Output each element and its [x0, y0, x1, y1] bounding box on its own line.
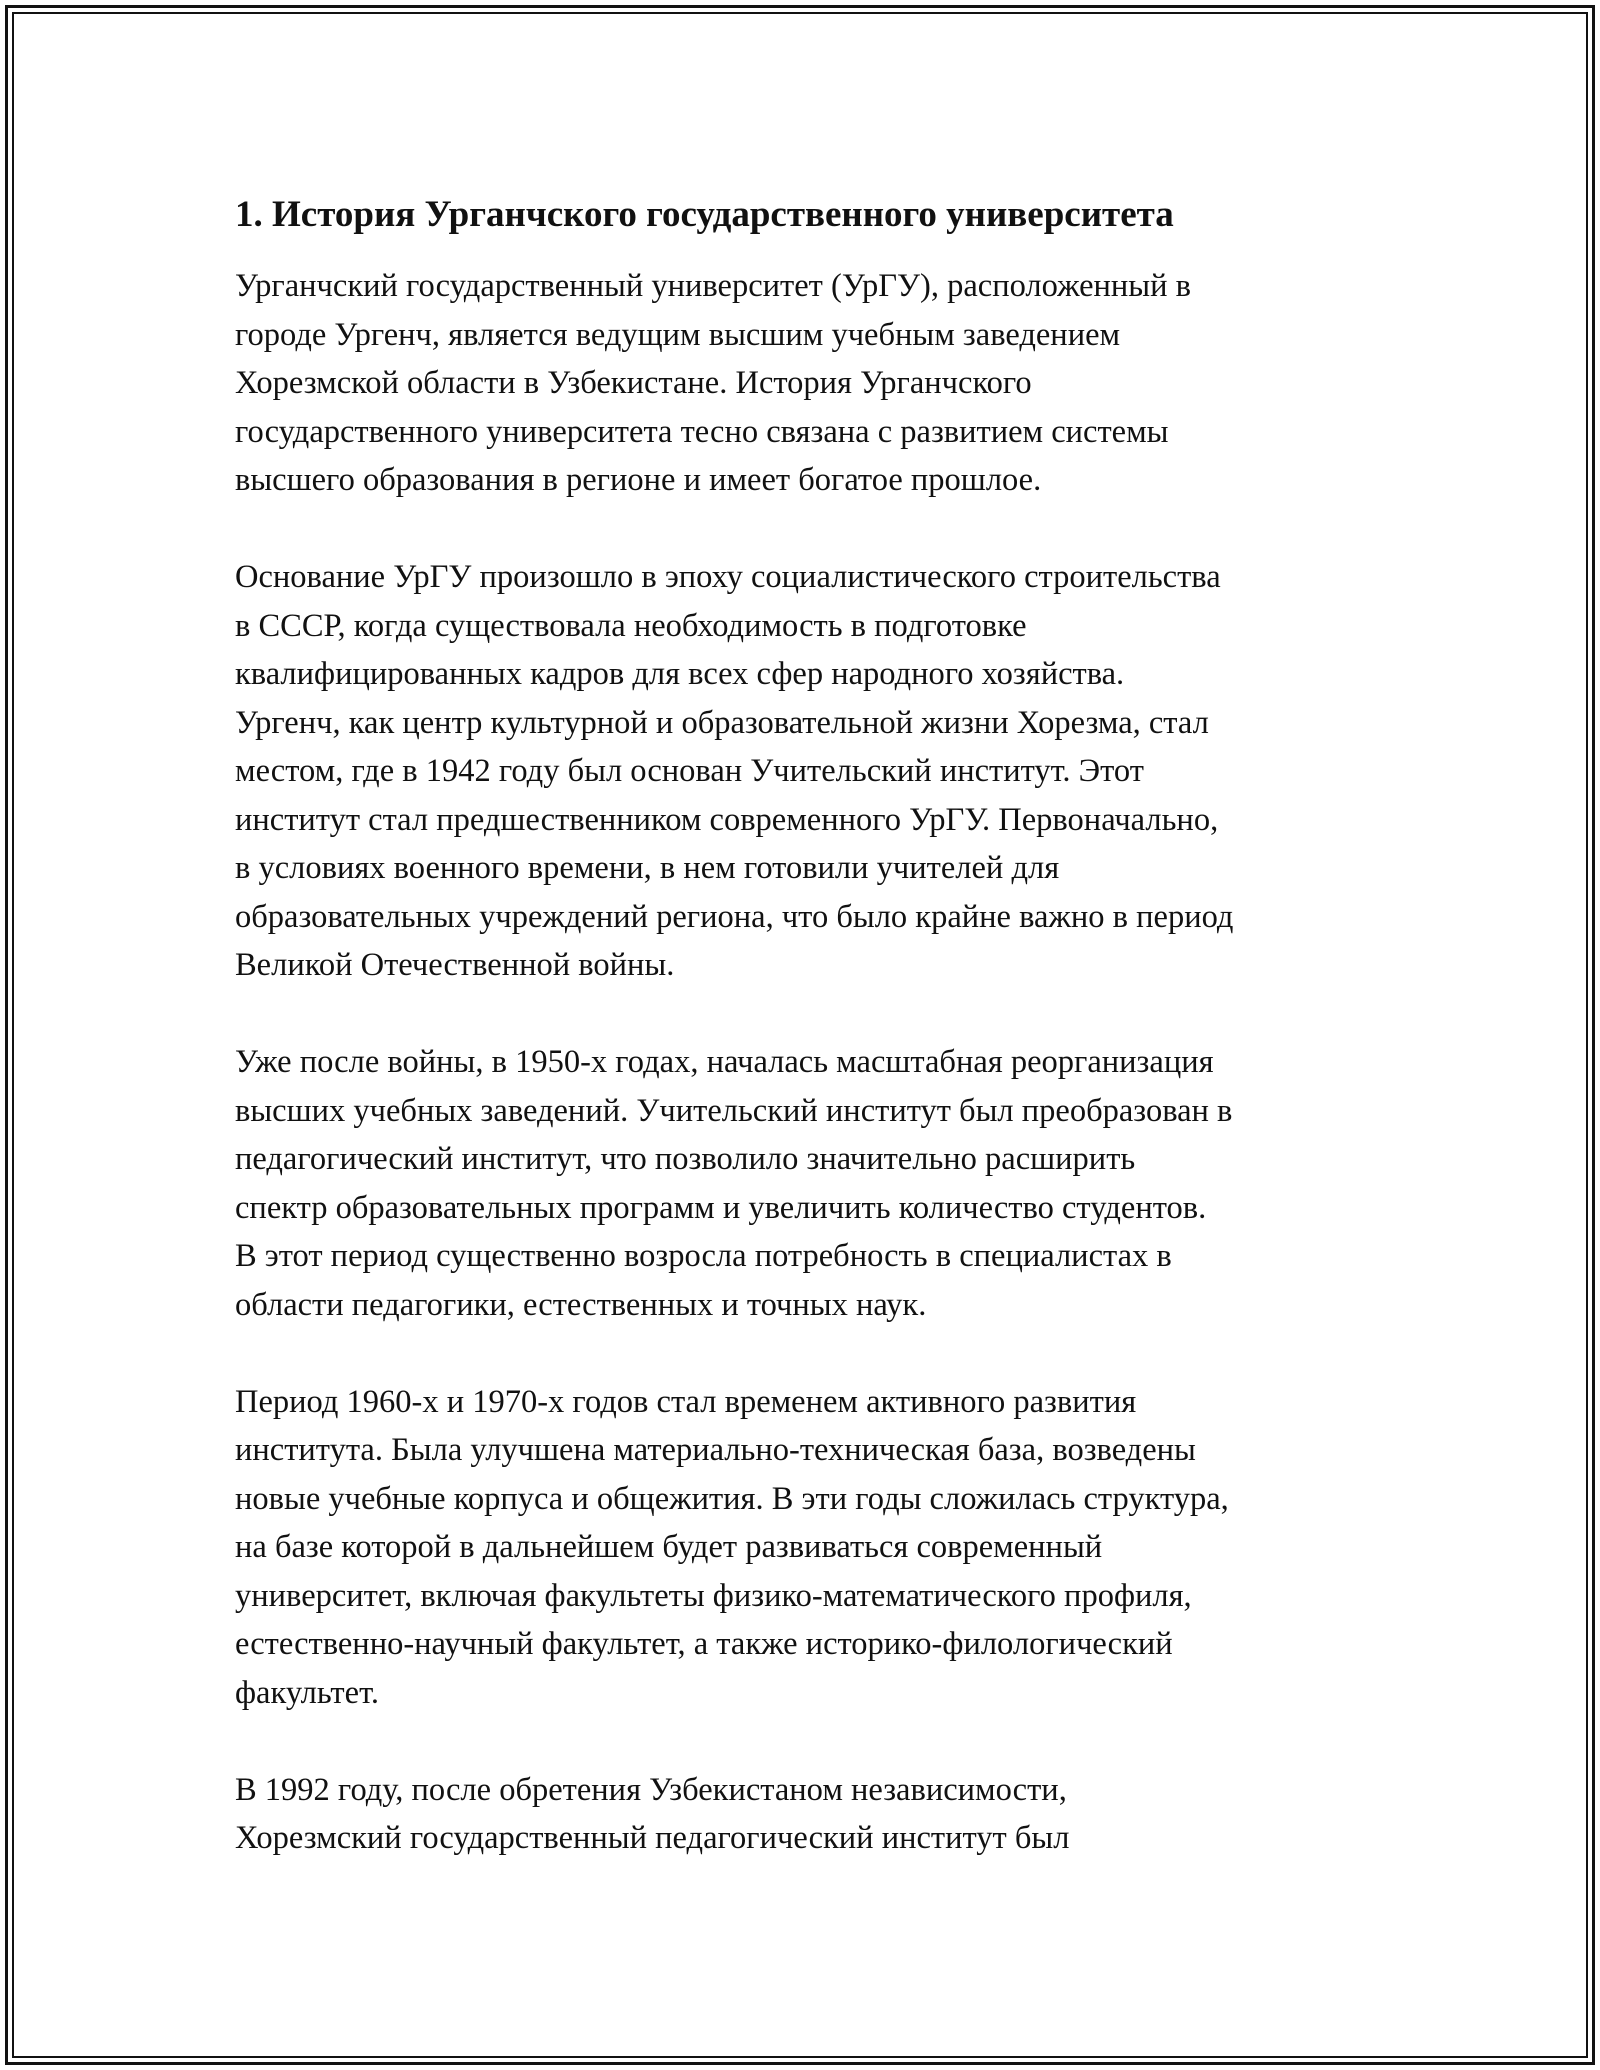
text-line: Период 1960-х и 1970-х годов стал временем активного развития	[235, 1383, 1137, 1420]
text-line: институт стал предшественником современного УрГУ. Первоначально,	[235, 801, 1219, 838]
text-line: университет, включая факультеты физико-математического профиля,	[235, 1577, 1192, 1614]
text-line: образовательных учреждений региона, что было крайне важно в период	[235, 898, 1234, 935]
text-line: факультет.	[235, 1674, 379, 1711]
paragraph	[235, 553, 1370, 990]
text-line: В 1992 году, после обретения Узбекистаном независимости,	[235, 1771, 1067, 1808]
paragraph	[235, 1038, 1370, 1329]
section-heading: 1. История Урганчского государственного университета	[235, 194, 1174, 235]
text-line: естественно-научный факультет, а также историко-филологический	[235, 1626, 1173, 1662]
text-line: Хорезмский государственный педагогический институт был	[235, 1820, 1070, 1856]
text-line: Урганчский государственный университет (УрГУ), расположенный в	[235, 268, 1192, 304]
text-line: Основание УрГУ произошло в эпоху социалистического строительства	[235, 559, 1221, 595]
text-line: высших учебных заведений. Учительский институт был преобразован в	[235, 1092, 1233, 1129]
text-line: квалифицированных кадров для всех сфер народного хозяйства.	[235, 656, 1125, 692]
text-line: новые учебные корпуса и общежития. В эти годы сложилась структура,	[235, 1480, 1229, 1517]
text-line: в СССР, когда существовала необходимость в подготовке	[235, 607, 1027, 644]
paragraph	[235, 262, 1370, 505]
text-line: Великой Отечественной войны.	[235, 947, 675, 983]
document-body	[235, 190, 1370, 1863]
text-line: спектр образовательных программ и увеличить количество студентов.	[235, 1189, 1207, 1226]
text-line: государственного университета тесно связана с развитием системы	[235, 413, 1169, 450]
text-line: местом, где в 1942 году был основан Учительский институт. Этот	[235, 753, 1144, 789]
text-line: В этот период существенно возросла потребность в специалистах в	[235, 1238, 1172, 1274]
text-line: педагогический институт, что позволило значительно расширить	[235, 1141, 1136, 1177]
paragraph	[235, 1766, 1370, 1863]
paragraph-list	[235, 262, 1370, 1863]
text-line: в условиях военного времени, в нем готовили учителей для	[235, 850, 1060, 886]
text-line: Ургенч, как центр культурной и образовательной жизни Хорезма, стал	[235, 704, 1209, 741]
text-line: области педагогики, естественных и точных наук.	[235, 1286, 927, 1323]
text-line: института. Была улучшена материально-техническая база, возведены	[235, 1432, 1196, 1468]
text-line: высшего образования в регионе и имеет богатое прошлое.	[235, 462, 1042, 498]
text-line: на базе которой в дальнейшем будет развиваться современный	[235, 1529, 1103, 1565]
text-line: Хорезмской области в Узбекистане. История Урганчского	[235, 365, 1032, 401]
text-line: городе Ургенч, является ведущим высшим учебным заведением	[235, 316, 1121, 353]
paragraph	[235, 1378, 1370, 1718]
text-line: Уже после войны, в 1950-х годах, началась масштабная реорганизация	[235, 1044, 1214, 1080]
